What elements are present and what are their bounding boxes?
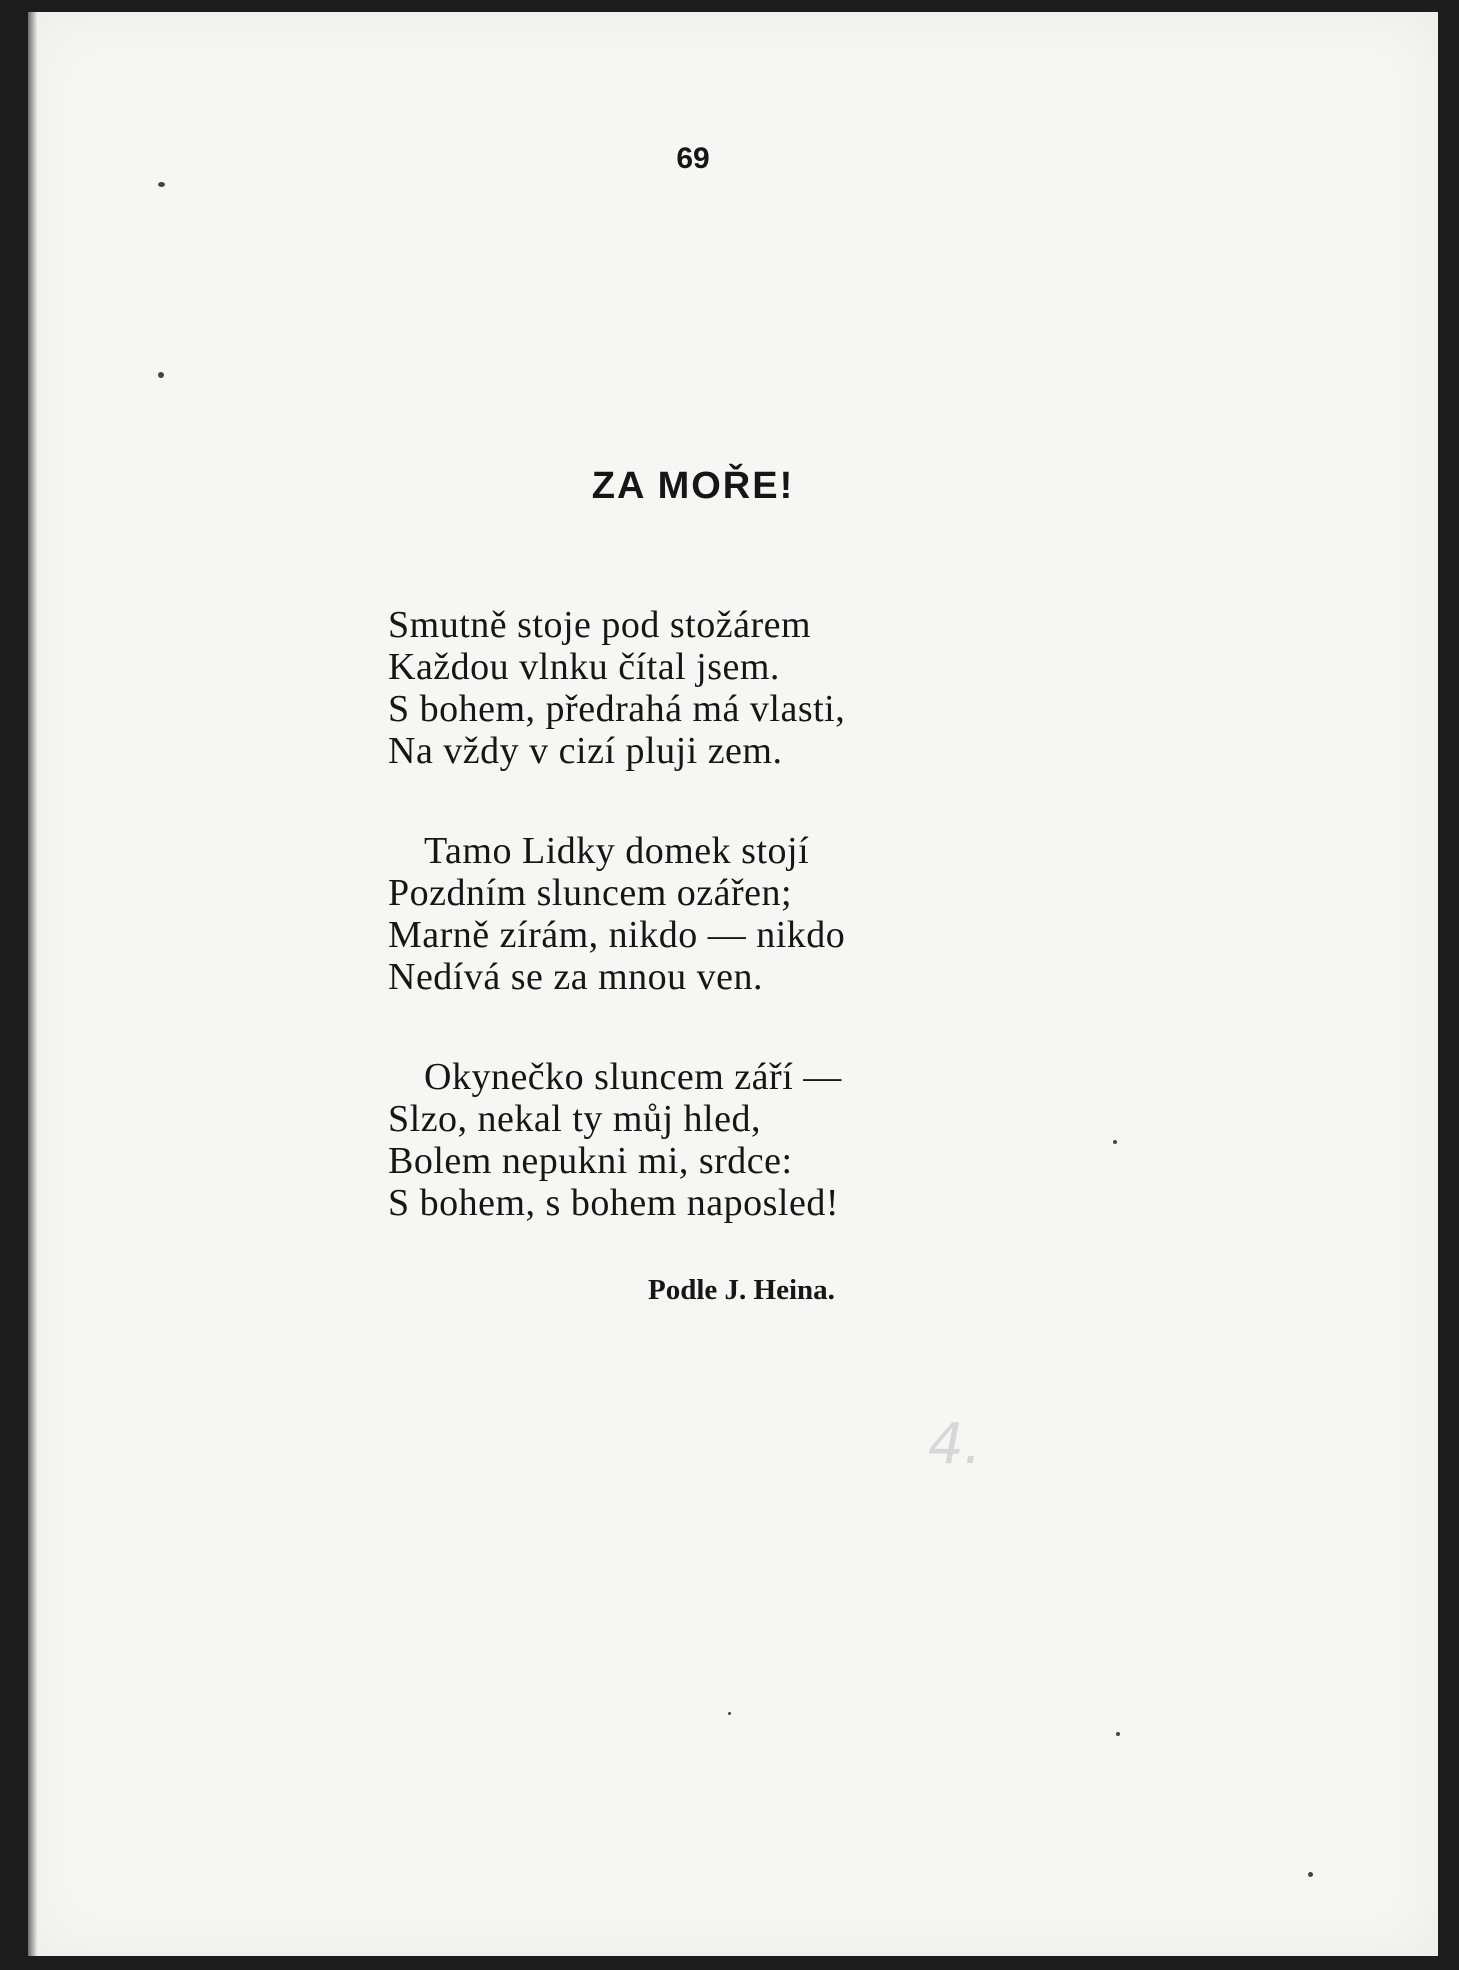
page-edge-shadow	[28, 12, 38, 1956]
poem-attribution: Podle J. Heina.	[648, 1274, 835, 1306]
book-page	[28, 12, 1438, 1956]
scan-speck	[158, 372, 164, 378]
poem-line: Tamo Lidky domek stojí	[424, 830, 810, 872]
scan-speck	[1308, 1872, 1313, 1877]
poem-body	[388, 604, 1008, 1282]
scan-speck	[1116, 1732, 1120, 1736]
poem-line: Na vždy v cizí pluji zem.	[388, 730, 783, 772]
stanza-2	[388, 830, 1008, 998]
stanza-1	[388, 604, 1008, 772]
pencil-annotation: 4.	[928, 1412, 982, 1477]
scan-speck	[158, 182, 165, 187]
scan-speck	[728, 1712, 731, 1715]
poem-line: Každou vlnku čítal jsem.	[388, 646, 780, 688]
page-number: 69	[676, 142, 710, 175]
poem-line: Slzo, nekal ty můj hled,	[388, 1098, 761, 1140]
scan-speck	[1113, 1140, 1117, 1144]
poem-line: S bohem, předrahá má vlasti,	[388, 688, 846, 730]
poem-line: Pozdním sluncem ozářen;	[388, 872, 793, 914]
stanza-3	[388, 1056, 1008, 1224]
poem-line: Nedívá se za mnou ven.	[388, 956, 764, 998]
poem-line: Marně zírám, nikdo — nikdo	[388, 914, 846, 956]
poem-line: Okynečko sluncem září —	[424, 1056, 842, 1098]
poem-title: ZA MOŘE!	[591, 465, 795, 507]
poem-line: Smutně stoje pod stožárem	[388, 604, 812, 646]
poem-line: Bolem nepukni mi, srdce:	[388, 1140, 793, 1182]
poem-line: S bohem, s bohem naposled!	[388, 1182, 840, 1224]
